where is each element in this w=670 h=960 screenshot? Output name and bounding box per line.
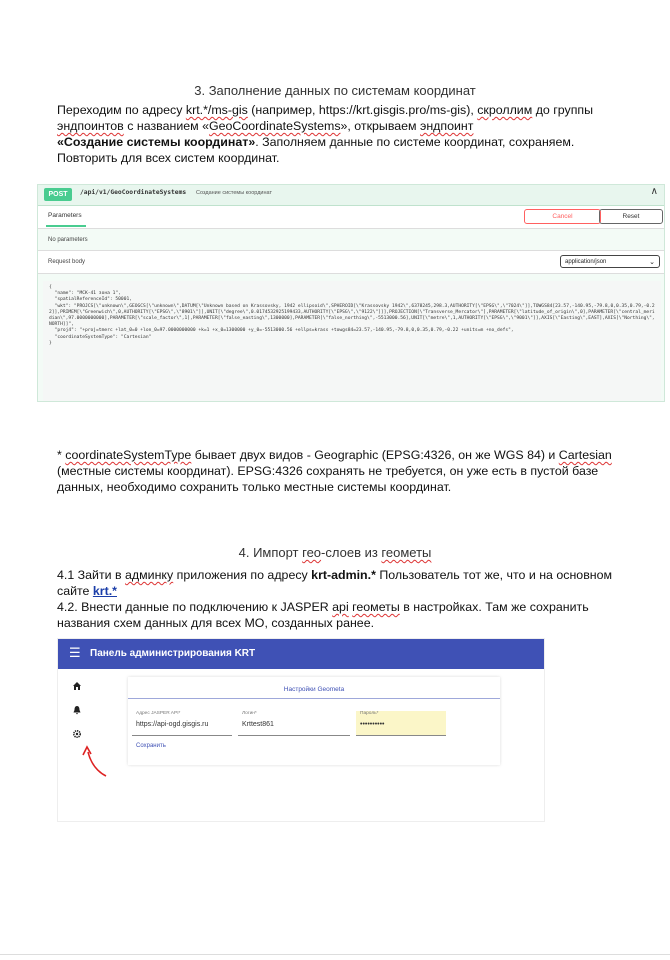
section-4-2 — [57, 599, 617, 631]
tab-underline — [46, 225, 86, 227]
text: (например, https://krt.gisgis.pro/ms-gis), — [247, 103, 478, 117]
app-bar — [58, 639, 545, 669]
text: coordinateSystemType — [65, 448, 192, 462]
tabs-bar — [38, 206, 665, 229]
red-arrow-annotation — [76, 739, 110, 779]
text: с названием « — [123, 119, 209, 133]
text: админку — [125, 568, 174, 582]
card-title: Настройки Geometa — [283, 686, 345, 693]
divider — [128, 698, 500, 699]
bold-text: «Создание системы координат» — [57, 135, 256, 149]
field-label: Пароль* — [360, 711, 379, 716]
password-field[interactable] — [356, 711, 446, 736]
text: эндпоинт — [420, 119, 474, 133]
text: 4.1 Зайти в — [57, 568, 126, 582]
text: 4. Импорт — [238, 545, 303, 560]
endpoint-description: Создание системы координат — [196, 190, 272, 196]
chevron-down-icon: ⌄ — [649, 259, 655, 266]
text: GeoCoordinateSystems — [208, 119, 341, 133]
field-label: Логин* — [242, 711, 257, 716]
field-value: https://api-ogd.gisgis.ru — [136, 721, 209, 728]
text: », открываем — [340, 119, 421, 133]
login-field[interactable] — [238, 711, 350, 736]
text: * — [57, 448, 66, 462]
url-text: krt.*/ms-gis — [185, 103, 248, 117]
field-value: •••••••••• — [360, 721, 385, 728]
endpoint-header[interactable] — [38, 185, 665, 206]
text: . Заполняем данные по системе координат, сохраняем. — [255, 135, 575, 149]
cancel-button[interactable]: Cancel — [524, 209, 601, 224]
sidebar — [58, 669, 106, 822]
text: Пользователь тот же, что и на основном сайте — [57, 568, 613, 598]
content-type-select[interactable] — [560, 255, 660, 268]
text: api — [332, 600, 349, 614]
tab-parameters[interactable]: Parameters — [48, 212, 82, 219]
section-4-1 — [57, 567, 617, 599]
settings-card — [128, 677, 500, 765]
text: Повторить для всех систем координат. — [57, 151, 280, 165]
text: приложения по адресу — [173, 568, 312, 582]
text: (местные системы координат). EPSG:4326 сохранять не требуется, он уже есть в пустой базе данных, необходимо сохранить только местные системы координат. — [57, 464, 599, 494]
text: в настройках. Там же сохранить названия схем данных для всех МО, созданных ранее. — [57, 600, 589, 630]
reset-button[interactable]: Reset — [599, 209, 663, 224]
content-type-value: application/json — [565, 259, 607, 265]
app-title: Панель администрирования KRT — [90, 648, 256, 659]
method-badge: POST — [44, 188, 72, 201]
text: Переходим по адресу — [57, 103, 186, 117]
chevron-up-icon[interactable]: ∧ — [650, 186, 658, 197]
text: 4.2. Внести данные по подключению к JASPER — [57, 600, 333, 614]
field-value: Krttest861 — [242, 721, 274, 728]
text: бывает двух видов - Geographic (EPSG:4326, он же WGS 84) и — [191, 448, 559, 462]
swagger-screenshot — [37, 184, 665, 402]
field-label: Адрес JASPER API* — [136, 711, 181, 716]
bold-text: krt-admin.* — [311, 568, 376, 582]
request-body-editor[interactable]: { "name": "МСК-41 зона 1", "spatialReferenceId": 50001, "wkt": "PROJCS[\"unknown\",GEOGCS[\"unknown\",DATUM[\"Unknown based on Krassovsky, 1942 ellipsoid\",SPHEROID[\"Krassovsky 1942\",6378245,298.3,AUTHORITY[\"EPSG\",\"7024\"]],TOWGS84[23.57,-140.95,-79.8,0,0.35,0.79,-0.22]],PRIMEM[\"Greenwich\",0,AUTHORITY[\"EPSG\",\"8901\"]],UNIT[\"degree\",0.0174532925199433,AUTHORITY[\"EPSG\",\"9122\"]]],PROJECTION[\"Transverse_Mercator\"],PARAMETER[\"latitude_of_origin\",0],PARAMETER[\"central_meridian\",97.0000000000],PARAMETER[\"scale_factor\",1],PARAMETER[\"false_easting\",1300000],PARAMETER[\"false_northing\",-5513000.56],UNIT[\"metre\",1,AUTHORITY[\"EPSG\",\"9001\"]],AXIS[\"Easting\",EAST],AXIS[\"Northing\",NORTH]]", "proj4": "+proj=tmerc +lat_0=0 +lon_0=97.0000000000 +k=1 +x_0=1300000 +y_0=-5513000.56 +ellps=krass +towgs84=23.57,-140.95,-79.8,0,0.35,0.79,-0.22 +units=m +no_defs", "coordinateSystemType": "Cartesian" } — [43, 281, 661, 401]
save-button[interactable]: Сохранить — [136, 743, 166, 749]
link[interactable]: krt.* — [92, 584, 117, 598]
bell-icon[interactable] — [72, 705, 82, 718]
text: Cartesian — [558, 448, 612, 462]
menu-icon[interactable]: ☰ — [69, 645, 81, 660]
admin-screenshot — [57, 638, 545, 822]
text: -слоев из — [321, 545, 382, 560]
section-3-title: 3. Заполнение данных по системам координат — [194, 83, 476, 98]
section-4-title — [0, 545, 670, 560]
home-icon[interactable] — [72, 681, 82, 694]
text: эндпоинтов — [57, 119, 124, 133]
request-body-label: Request body — [48, 259, 86, 265]
no-parameters-text: No parameters — [48, 237, 88, 243]
text: гео — [302, 545, 322, 560]
endpoint-path: /api/v1/GeoCoordinateSystems — [80, 189, 187, 196]
text: геометы — [352, 600, 400, 614]
text: до группы — [532, 103, 594, 117]
page-divider — [0, 954, 670, 955]
section-3-paragraph — [57, 102, 617, 166]
text: скроллим — [477, 103, 533, 117]
request-body-bar — [38, 250, 665, 274]
note-paragraph — [57, 447, 617, 495]
jasper-api-field[interactable] — [132, 711, 232, 736]
text: геометы — [381, 545, 432, 560]
